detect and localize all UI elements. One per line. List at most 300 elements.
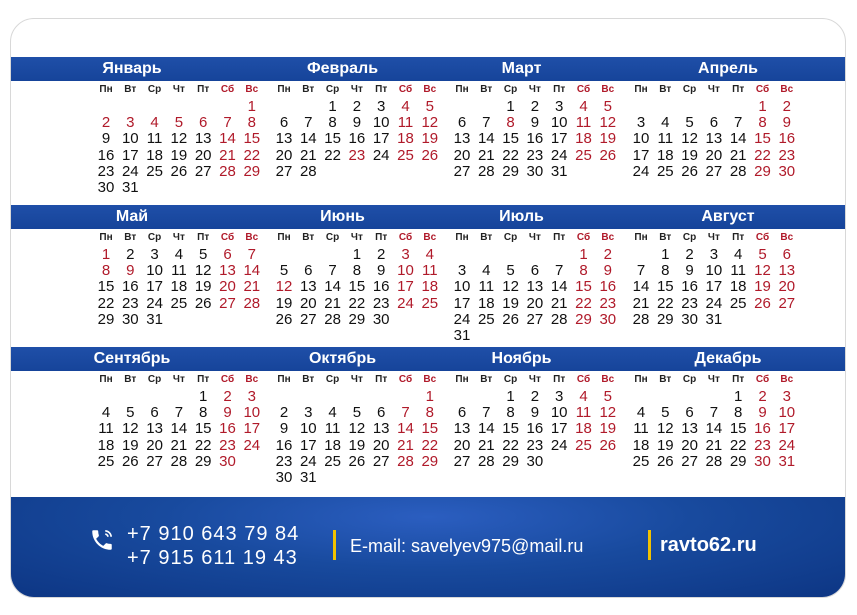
- day-cell: 9: [530, 404, 540, 422]
- day-cell: 28: [299, 162, 317, 180]
- day-cell: 1: [506, 98, 515, 115]
- day-cell: 13: [705, 130, 723, 148]
- day-cell: 6: [685, 404, 694, 422]
- day-cell: 5: [352, 404, 362, 422]
- day-cell: 8: [758, 114, 767, 132]
- weekday-label: Вт: [659, 232, 672, 243]
- day-cell: 4: [636, 404, 646, 422]
- weekday-label: Вс: [245, 84, 259, 95]
- day-cell: 5: [199, 246, 208, 263]
- day-cell: 30: [754, 452, 771, 470]
- day-cell: 20: [146, 436, 163, 454]
- day-cell: 28: [324, 310, 341, 328]
- day-cell: 30: [526, 452, 544, 470]
- day-cell: 23: [526, 146, 544, 164]
- day-cell: 25: [324, 452, 341, 470]
- day-cell: 7: [223, 114, 232, 132]
- day-cell: 21: [632, 294, 650, 312]
- day-cell: 16: [121, 278, 139, 296]
- day-cell: 4: [174, 246, 184, 263]
- day-cell: 26: [170, 162, 188, 180]
- day-cell: 19: [170, 146, 188, 164]
- month-title: Июль: [499, 208, 544, 225]
- day-cell: 3: [150, 246, 159, 263]
- day-cell: 2: [126, 246, 135, 263]
- day-cell: 10: [243, 404, 261, 422]
- day-cell: 4: [579, 388, 588, 405]
- day-cell: 20: [778, 278, 796, 296]
- day-cell: 29: [97, 310, 115, 328]
- day-cell: 14: [705, 420, 723, 438]
- phone-number-2[interactable]: +7 915 611 19 43: [127, 547, 298, 569]
- day-cell: 18: [97, 436, 115, 454]
- day-cell: 4: [734, 246, 743, 263]
- day-cell: 12: [599, 404, 617, 422]
- weekday-label: Сб: [220, 374, 235, 385]
- day-cell: 2: [758, 388, 767, 405]
- day-cell: 21: [299, 146, 317, 164]
- day-cell: 28: [632, 310, 650, 328]
- day-cell: 15: [575, 278, 592, 296]
- day-cell: 24: [778, 436, 796, 454]
- day-cell: 27: [526, 310, 544, 328]
- day-cell: 16: [681, 278, 698, 296]
- day-cell: 22: [502, 436, 519, 454]
- day-cell: 1: [352, 246, 362, 263]
- day-cell: 13: [526, 278, 544, 296]
- day-cell: 3: [377, 98, 386, 115]
- day-cell: 10: [299, 420, 317, 438]
- day-cell: 17: [550, 130, 568, 148]
- day-cell: 2: [223, 388, 232, 405]
- day-cell: 29: [729, 452, 747, 470]
- day-cell: 11: [478, 278, 495, 296]
- day-cell: 20: [299, 294, 317, 312]
- day-cell: 15: [754, 130, 771, 148]
- weekday-label: Пт: [732, 84, 745, 95]
- month-title: Октябрь: [308, 350, 377, 367]
- weekday-label: Ср: [682, 374, 697, 385]
- day-cell: 11: [633, 420, 649, 438]
- day-cell: 15: [421, 420, 439, 438]
- day-cell: 27: [146, 452, 163, 470]
- day-cell: 5: [506, 262, 515, 280]
- day-cell: 25: [97, 452, 115, 470]
- day-cell: 28: [477, 162, 495, 180]
- weekday-label: Вт: [480, 84, 493, 95]
- day-cell: 3: [636, 114, 646, 132]
- day-cell: 29: [243, 162, 261, 180]
- day-cell: 22: [194, 436, 212, 454]
- day-cell: 26: [681, 162, 698, 180]
- day-cell: 14: [632, 278, 650, 296]
- weekday-label: Ср: [325, 84, 340, 95]
- day-cell: 18: [656, 146, 674, 164]
- day-cell: 18: [324, 436, 341, 454]
- day-cell: 18: [421, 278, 439, 296]
- weekday-label: Ср: [503, 374, 518, 385]
- day-cell: 14: [477, 420, 495, 438]
- day-cell: 13: [453, 130, 471, 148]
- day-cell: 12: [502, 278, 519, 296]
- weekday-label: Вс: [245, 374, 259, 385]
- weekday-label: Чт: [350, 84, 363, 95]
- day-cell: 14: [324, 278, 341, 296]
- day-cell: 12: [275, 278, 293, 296]
- weekday-label: Вт: [480, 374, 493, 385]
- day-cell: 12: [121, 420, 139, 438]
- day-cell: 27: [778, 294, 796, 312]
- day-cell: 25: [146, 162, 163, 180]
- day-cell: 28: [397, 452, 414, 470]
- day-cell: 31: [146, 310, 163, 328]
- day-cell: 29: [656, 310, 674, 328]
- day-cell: 12: [194, 262, 212, 280]
- day-cell: 8: [247, 114, 256, 132]
- day-cell: 31: [778, 452, 796, 470]
- day-cell: 4: [150, 114, 159, 132]
- day-cell: 28: [705, 452, 723, 470]
- day-cell: 31: [705, 310, 723, 328]
- weekday-label: Вс: [780, 232, 794, 243]
- day-cell: 7: [401, 404, 410, 422]
- weekday-label: Пт: [375, 232, 388, 243]
- month-title: Февраль: [306, 60, 379, 77]
- weekday-label: Пт: [553, 84, 566, 95]
- month-grid: [271, 374, 453, 500]
- weekday-label: Сб: [576, 374, 591, 385]
- day-cell: 25: [729, 294, 747, 312]
- day-cell: 11: [397, 114, 414, 132]
- weekday-label: Вс: [423, 84, 437, 95]
- weekday-label: Вт: [659, 84, 672, 95]
- day-cell: 27: [453, 452, 471, 470]
- day-cell: 1: [579, 246, 588, 263]
- day-cell: 9: [279, 420, 289, 438]
- day-cell: 22: [348, 294, 366, 312]
- day-cell: 10: [632, 130, 650, 148]
- day-cell: 24: [243, 436, 261, 454]
- day-cell: 9: [126, 262, 135, 280]
- day-cell: 3: [126, 114, 135, 132]
- day-cell: 10: [550, 404, 568, 422]
- day-cell: 20: [194, 146, 212, 164]
- weekday-label: Пн: [455, 84, 469, 95]
- weekday-label: Ср: [147, 84, 162, 95]
- day-cell: 10: [372, 114, 390, 132]
- day-cell: 9: [101, 130, 111, 148]
- day-cell: 19: [502, 294, 519, 312]
- weekday-label: Сб: [576, 84, 591, 95]
- email-link[interactable]: E-mail: savelyev975@mail.ru: [350, 536, 584, 556]
- day-cell: 2: [279, 404, 289, 422]
- month-grid: [93, 84, 275, 210]
- day-cell: 22: [324, 146, 341, 164]
- day-cell: 14: [477, 130, 495, 148]
- day-cell: 13: [219, 262, 236, 280]
- month-grid: [449, 84, 631, 210]
- day-cell: 8: [734, 404, 743, 422]
- month-title: Август: [701, 208, 755, 225]
- day-cell: 1: [101, 246, 111, 263]
- day-cell: 20: [681, 436, 698, 454]
- day-cell: 12: [599, 114, 617, 132]
- day-cell: 2: [101, 114, 111, 132]
- day-cell: 16: [348, 130, 366, 148]
- day-cell: 9: [685, 262, 694, 280]
- day-cell: 29: [575, 310, 592, 328]
- weekday-label: Ср: [503, 232, 518, 243]
- weekday-label: Пт: [553, 374, 566, 385]
- day-cell: 14: [170, 420, 188, 438]
- day-cell: 16: [219, 420, 236, 438]
- day-cell: 19: [348, 436, 366, 454]
- day-cell: 15: [656, 278, 674, 296]
- day-cell: 2: [782, 98, 791, 115]
- day-cell: 23: [372, 294, 390, 312]
- day-cell: 8: [425, 404, 434, 422]
- day-cell: 9: [603, 262, 612, 280]
- weekday-label: Ср: [682, 84, 697, 95]
- day-cell: 28: [477, 452, 495, 470]
- day-cell: 17: [121, 146, 139, 164]
- day-cell: 15: [324, 130, 341, 148]
- day-cell: 14: [397, 420, 414, 438]
- day-cell: 15: [97, 278, 115, 296]
- day-cell: 27: [453, 162, 471, 180]
- phone-number-1[interactable]: +7 910 643 79 84: [127, 523, 300, 545]
- day-cell: 18: [477, 294, 495, 312]
- weekday-label: Вт: [302, 84, 315, 95]
- day-cell: 8: [579, 262, 588, 280]
- day-cell: 7: [709, 404, 719, 422]
- day-cell: 24: [705, 294, 723, 312]
- day-cell: 20: [453, 146, 471, 164]
- day-cell: 20: [275, 146, 293, 164]
- day-cell: 23: [599, 294, 617, 312]
- day-cell: 11: [98, 420, 114, 438]
- day-cell: 20: [372, 436, 390, 454]
- day-cell: 21: [170, 436, 188, 454]
- day-cell: 27: [219, 294, 236, 312]
- day-cell: 23: [778, 146, 796, 164]
- day-cell: 22: [656, 294, 674, 312]
- day-cell: 16: [599, 278, 617, 296]
- weekday-label: Чт: [172, 84, 185, 95]
- day-cell: 24: [632, 162, 650, 180]
- day-cell: 25: [656, 162, 674, 180]
- day-cell: 19: [754, 278, 771, 296]
- day-cell: 5: [126, 404, 135, 422]
- day-cell: 24: [121, 162, 139, 180]
- calendar-card: [10, 18, 846, 598]
- day-cell: 23: [219, 436, 236, 454]
- day-cell: 2: [530, 98, 540, 115]
- month-title: Сентябрь: [93, 350, 171, 367]
- weekday-label: Сб: [398, 232, 413, 243]
- day-cell: 12: [348, 420, 366, 438]
- day-cell: 5: [758, 246, 767, 263]
- website-link[interactable]: ravto62.ru: [660, 534, 757, 556]
- weekday-label: Чт: [528, 374, 541, 385]
- day-cell: 5: [279, 262, 289, 280]
- month-grid: [449, 374, 631, 500]
- day-cell: 30: [778, 162, 796, 180]
- weekday-label: Пт: [375, 374, 388, 385]
- day-cell: 12: [421, 114, 439, 132]
- weekday-label: Пн: [277, 232, 291, 243]
- month-grid: [271, 232, 453, 358]
- day-cell: 30: [372, 310, 390, 328]
- weekday-label: Ср: [325, 232, 340, 243]
- day-cell: 9: [758, 404, 767, 422]
- day-cell: 16: [526, 420, 544, 438]
- day-cell: 6: [150, 404, 159, 422]
- day-cell: 2: [530, 388, 540, 405]
- weekday-label: Вт: [124, 84, 137, 95]
- weekday-label: Чт: [350, 232, 363, 243]
- day-cell: 16: [372, 278, 390, 296]
- day-cell: 8: [352, 262, 362, 280]
- weekday-label: Вт: [480, 232, 493, 243]
- weekday-label: Вс: [601, 232, 615, 243]
- day-cell: 18: [729, 278, 747, 296]
- weekday-label: Чт: [528, 232, 541, 243]
- day-cell: 30: [121, 310, 139, 328]
- day-cell: 27: [681, 452, 698, 470]
- day-cell: 16: [275, 436, 293, 454]
- weekday-label: Пт: [732, 232, 745, 243]
- weekday-label: Ср: [147, 232, 162, 243]
- day-cell: 11: [657, 130, 674, 148]
- day-cell: 7: [247, 246, 256, 263]
- day-cell: 19: [194, 278, 212, 296]
- day-cell: 13: [372, 420, 390, 438]
- month-grid: [628, 84, 810, 210]
- day-cell: 18: [632, 436, 650, 454]
- day-cell: 16: [778, 130, 796, 148]
- day-cell: 31: [550, 162, 568, 180]
- day-cell: 8: [506, 114, 515, 132]
- day-cell: 13: [299, 278, 317, 296]
- day-cell: 25: [170, 294, 188, 312]
- weekday-label: Вс: [780, 84, 794, 95]
- day-cell: 8: [506, 404, 515, 422]
- day-cell: 9: [530, 114, 540, 132]
- day-cell: 21: [324, 294, 341, 312]
- day-cell: 16: [526, 130, 544, 148]
- day-cell: 1: [425, 388, 434, 405]
- day-cell: 10: [705, 262, 723, 280]
- day-cell: 30: [275, 469, 293, 486]
- day-cell: 12: [170, 130, 188, 148]
- day-cell: 4: [425, 246, 434, 263]
- day-cell: 10: [121, 130, 139, 148]
- weekday-label: Вт: [124, 232, 137, 243]
- day-cell: 24: [299, 452, 317, 470]
- day-cell: 26: [599, 146, 617, 164]
- day-cell: 6: [304, 262, 313, 280]
- day-cell: 1: [758, 98, 767, 115]
- month-grid: [93, 374, 275, 500]
- day-cell: 9: [223, 404, 232, 422]
- weekday-label: Сб: [576, 232, 591, 243]
- day-cell: 24: [372, 146, 390, 164]
- day-cell: 4: [401, 98, 410, 115]
- day-cell: 6: [530, 262, 540, 280]
- day-cell: 2: [603, 246, 612, 263]
- day-cell: 4: [661, 114, 670, 132]
- day-cell: 15: [502, 420, 519, 438]
- day-cell: 11: [730, 262, 746, 280]
- day-cell: 23: [121, 294, 139, 312]
- day-cell: 4: [328, 404, 337, 422]
- day-cell: 6: [199, 114, 208, 132]
- month-title: Июнь: [320, 208, 365, 225]
- day-cell: 7: [328, 262, 337, 280]
- day-cell: 16: [754, 420, 771, 438]
- weekday-label: Чт: [707, 232, 720, 243]
- month-title: Апрель: [698, 60, 758, 77]
- day-cell: 26: [599, 436, 617, 454]
- month-grid: [449, 232, 631, 358]
- weekday-label: Чт: [528, 84, 541, 95]
- day-cell: 6: [709, 114, 719, 132]
- phone-icon: [89, 527, 115, 553]
- day-cell: 21: [477, 436, 495, 454]
- day-cell: 13: [681, 420, 698, 438]
- day-cell: 23: [275, 452, 293, 470]
- day-cell: 1: [199, 388, 208, 405]
- weekday-label: Пн: [99, 374, 113, 385]
- weekday-label: Пн: [634, 84, 648, 95]
- day-cell: 2: [377, 246, 386, 263]
- weekday-label: Вт: [302, 374, 315, 385]
- day-cell: 29: [502, 452, 519, 470]
- day-cell: 22: [502, 146, 519, 164]
- day-cell: 5: [425, 98, 434, 115]
- day-cell: 10: [778, 404, 796, 422]
- day-cell: 30: [97, 179, 115, 196]
- day-cell: 24: [146, 294, 163, 312]
- day-cell: 14: [299, 130, 317, 148]
- day-cell: 22: [754, 146, 771, 164]
- weekday-label: Вс: [423, 232, 437, 243]
- day-cell: 18: [575, 420, 592, 438]
- day-cell: 4: [101, 404, 111, 422]
- day-cell: 26: [348, 452, 366, 470]
- day-cell: 13: [275, 130, 293, 148]
- weekday-label: Пт: [197, 374, 210, 385]
- weekday-label: Пн: [277, 84, 291, 95]
- day-cell: 17: [243, 420, 261, 438]
- day-cell: 8: [199, 404, 208, 422]
- weekday-label: Сб: [755, 374, 770, 385]
- weekday-label: Пт: [553, 232, 566, 243]
- day-cell: 31: [453, 327, 471, 344]
- day-cell: 24: [550, 436, 568, 454]
- day-cell: 30: [219, 452, 236, 470]
- day-cell: 26: [275, 310, 293, 328]
- day-cell: 21: [243, 278, 261, 296]
- day-cell: 7: [304, 114, 313, 132]
- weekday-label: Пн: [634, 232, 648, 243]
- day-cell: 29: [502, 162, 519, 180]
- day-cell: 1: [328, 98, 337, 115]
- day-cell: 17: [632, 146, 650, 164]
- day-cell: 12: [681, 130, 698, 148]
- day-cell: 16: [97, 146, 115, 164]
